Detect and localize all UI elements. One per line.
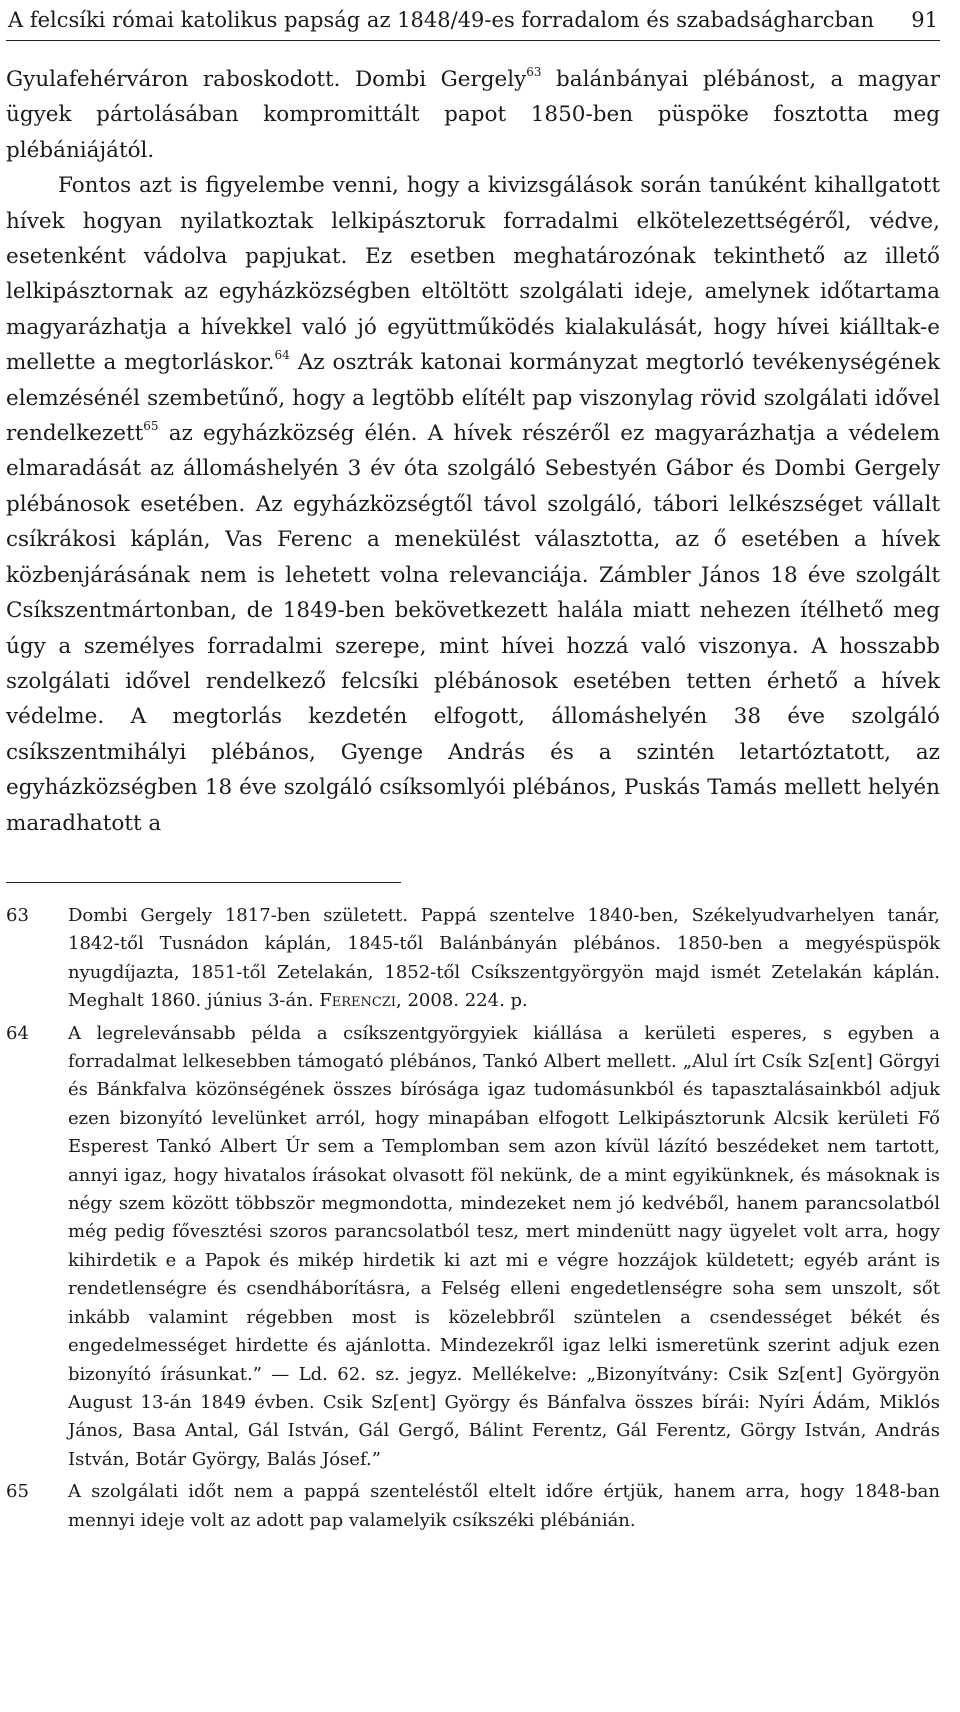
footnote-author: Ferenczi: [319, 990, 397, 1012]
paragraph-2: Fontos azt is figyelembe venni, hogy a kivizsgálások során tanúként kihallgatott hívek hogyan nyilatkoztak lelkipásztoruk forradalmi elkötelezettségéről, védve, esetenként vádolva papjukat. Ez esetben meghatározónak tekinthető az illető lelkipásztornak az egyházközségben eltöltött szolgálati ideje, amelynek időtartama magyarázhatja a hívekkel való jó együttműködés kialakulását, hogy hívei kiálltak-e mellette a megtorláskor.$^{64}$ Az osztrák katonai kormányzat megtorló tevékenységének elemzésénél szembetűnő, hogy a legtöbb elítélt pap viszonylag rövid szolgálati idővel rendelkezett$^{65}$ az egyházközség élén. A hívek részéről ez magyarázhatja a védelem elmaradását az állomáshelyén 3 év óta szolgáló Sebestyén Gábor és Dombi Gergely plébánosok esetében. Az egyházközségtől távol szolgáló, tábori lelkészséget vállalt csíkrákosi káplán, Vas Ferenc a menekülést választotta, az ő esetében a hívek közbenjárásának nem is lehetett volna relevanciája. Zámbler János 18 éve szolgált Csíkszentmártonban, de 1849-ben bekövetkezett halála miatt nehezen ítélhető meg úgy a személyes forradalmi szerepe, mint hívei hozzá való viszonya. A hosszabb szolgálati idővel rendelkező felcsíki plébánosok esetében tetten érhető a hívek védelme. A megtorlás kezdetén elfogott, állomáshelyén 38 éve szolgáló csíkszentmihályi plébános, Gyenge András és a szintén letartóztatott, az egyházközségben 18 éve szolgáló csíksomlyói plébános, Puskás Tamás mellett helyén maradhatott a: [6, 173, 940, 836]
footnotes: [6, 902, 940, 1539]
footnote-65: [6, 1478, 940, 1535]
footnote-ref-64[interactable]: 64: [274, 348, 290, 363]
footnote-ref-63[interactable]: 63: [526, 65, 542, 79]
footnote-divider: [6, 882, 401, 883]
footnote-ref-65[interactable]: 65: [143, 419, 159, 434]
running-header: [8, 3, 938, 37]
footnote-text: A legrelevánsabb példa a csíkszentgyörgyiek kiállása a kerületi esperes, s egyben a forradalmat lelkesebben támogató plébános, Tankó Albert mellett. „Alul írt Csík Sz[ent] Görgyi és Bánkfalva közönségének összes bírósága igaz tudomásunkból és tapasztalásainkból adjuk ezen bizonyító levelünket arról, hogy minapában elfogott Lelkipásztorunk Alcsik kerületi Fő Esperest Tankó Albert Úr sem a Templomban sem azon kívül lázító beszédeket nem tartott, annyi igaz, hogy hivatalos írásokat olvasott föl nekünk, de a mint egyikünknek, és másoknak is négy szem között többször megmondotta, mindezeket nem jó kedvéből, hanem parancsolatból még pedig fővesztési szoros parancsolatból tesz, mert mindenütt nagy ügyelet volt arra, hogy kihirdetik e a Papok és mikép hirdetik ki azt mi e végre hozzájok küldetett; egyéb aránt is rendetlenségre és csendháborításra, a Felség elleni engedetlenségre soha sem unszolt, sőt inkább valamint régebben most is közelebbről szüntelen a csendességet békét és engedelmességet hirdette és ajánlotta. Mindezekről igaz lelki ismeretünk szerint adjuk ezen bizonyító írásunkat.” — Ld. 62. sz. jegyz. Mellékelve: „Bizonyítvány: Csik Sz[ent] Györgyön August 13-án 1849 évben. Csik Sz[ent] György és Bánfalva összes bírái: Nyíri Ádám, Miklós János, Basa Antal, Gál István, Gál Gergő, Bálint Ferentz, Gál Ferentz, Görgy István, András István, Botár György, Balás Jósef.”: [68, 1022, 940, 1470]
footnote-number: 63: [6, 905, 29, 926]
footnote-text: A szolgálati időt nem a pappá szenteléstől eltelt időre értjük, hanem arra, hogy 1848-ban mennyi ideje volt az adott pap valamelyik csíkszéki plébánián.: [68, 1481, 940, 1531]
header-divider: [6, 40, 940, 41]
footnote-63: 63 Dombi Gergely 1817-ben született. Pappá szentelve 1840-ben, Székelyudvarhelyen tanár, 1842-től Tusnádon káplán, 1845-től Balánbányán plébános. 1850-ben a megyéspüspök nyugdíjazta, 1851-től Zetelakán, 1852-től Csíkszentgyörgyön majd ismét Zetelakán káplán. Meghalt 1860. június 3-án. Ferenczi, 2008. 224. p.: [6, 902, 940, 1016]
footnote-64: [6, 1020, 940, 1475]
running-header-title: A felcsíki római katolikus papság az 1848/49-es forradalom és szabadságharcban: [8, 8, 875, 32]
paragraph-1: Gyulafehérváron raboskodott. Dombi Gergely$^{63}$ balánbányai plébánost, a magyar ügyek pártolásában kompromittált papot 1850-ben püspöke fosztotta meg plébániájától.: [6, 65, 940, 163]
footnote-number: 64: [6, 1022, 29, 1044]
page-number: 91: [911, 8, 938, 32]
main-text: [6, 62, 940, 841]
footnote-number: 65: [6, 1481, 29, 1503]
